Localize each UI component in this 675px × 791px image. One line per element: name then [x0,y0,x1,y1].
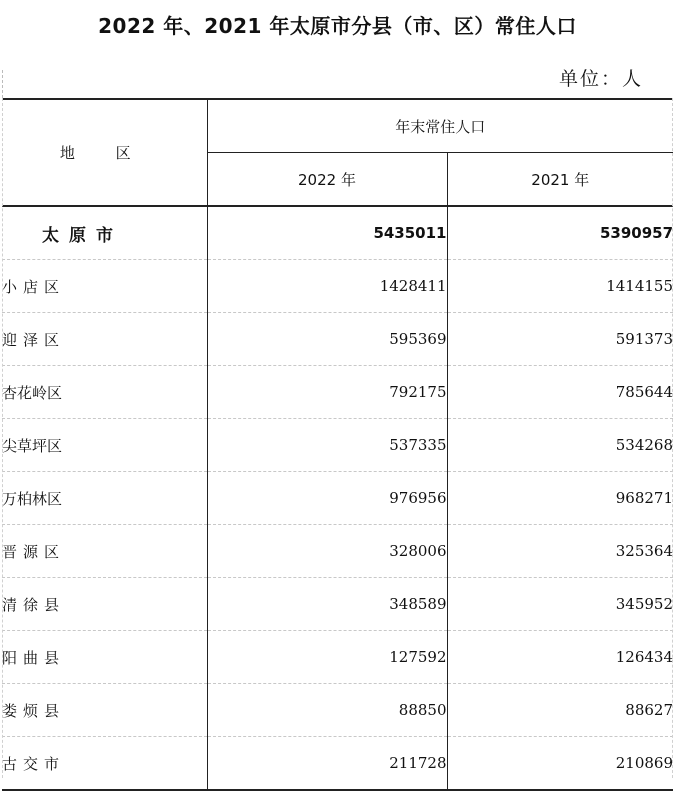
divider [2,70,4,98]
population-2021: 534268 [447,419,673,472]
table-row [2,419,673,472]
region-name: 杏花岭区 [2,366,207,419]
population-2021: 1414155 [447,260,673,313]
region-name: 阳曲县 [2,631,207,684]
population-2021: 785644 [447,366,673,419]
population-table [2,98,673,791]
table-row [2,684,673,737]
table-row [2,737,673,791]
year-2022-header: 2022 年 [207,153,447,207]
table-row [2,260,673,313]
table-row [2,206,673,260]
population-2021: 591373 [447,313,673,366]
population-2021: 325364 [447,525,673,578]
left-border [2,98,3,778]
population-2022: 211728 [207,737,447,791]
population-2022: 328006 [207,525,447,578]
population-2022: 5435011 [207,206,447,260]
population-2021: 210869 [447,737,673,791]
population-2021: 5390957 [447,206,673,260]
table-row [2,313,673,366]
population-2022: 348589 [207,578,447,631]
region-name: 娄烦县 [2,684,207,737]
population-2022: 88850 [207,684,447,737]
table-row [2,525,673,578]
population-2022: 792175 [207,366,447,419]
population-2021: 88627 [447,684,673,737]
population-2022: 537335 [207,419,447,472]
table-row [2,631,673,684]
table-row [2,472,673,525]
year-2021-header: 2021 年 [447,153,673,207]
page-title: 2022 年、2021 年太原市分县（市、区）常住人口 [98,14,577,38]
region-name: 尖草坪区 [2,419,207,472]
region-name: 太原市 [2,206,207,260]
population-2021: 968271 [447,472,673,525]
population-2021: 345952 [447,578,673,631]
population-2022: 1428411 [207,260,447,313]
region-name: 小店区 [2,260,207,313]
region-name: 清徐县 [2,578,207,631]
region-name: 晋源区 [2,525,207,578]
population-2022: 595369 [207,313,447,366]
year-end-population-header: 年末常住人口 [207,99,673,153]
table-row [2,578,673,631]
table-row [2,366,673,419]
region-name: 迎泽区 [2,313,207,366]
header-row [2,99,673,153]
region-column-header: 地 区 [2,99,207,206]
population-2021: 126434 [447,631,673,684]
unit-label: 单位：人 [558,68,643,90]
region-name: 万柏林区 [2,472,207,525]
region-name: 古交市 [2,737,207,791]
population-2022: 976956 [207,472,447,525]
population-2022: 127592 [207,631,447,684]
right-border [672,98,673,778]
